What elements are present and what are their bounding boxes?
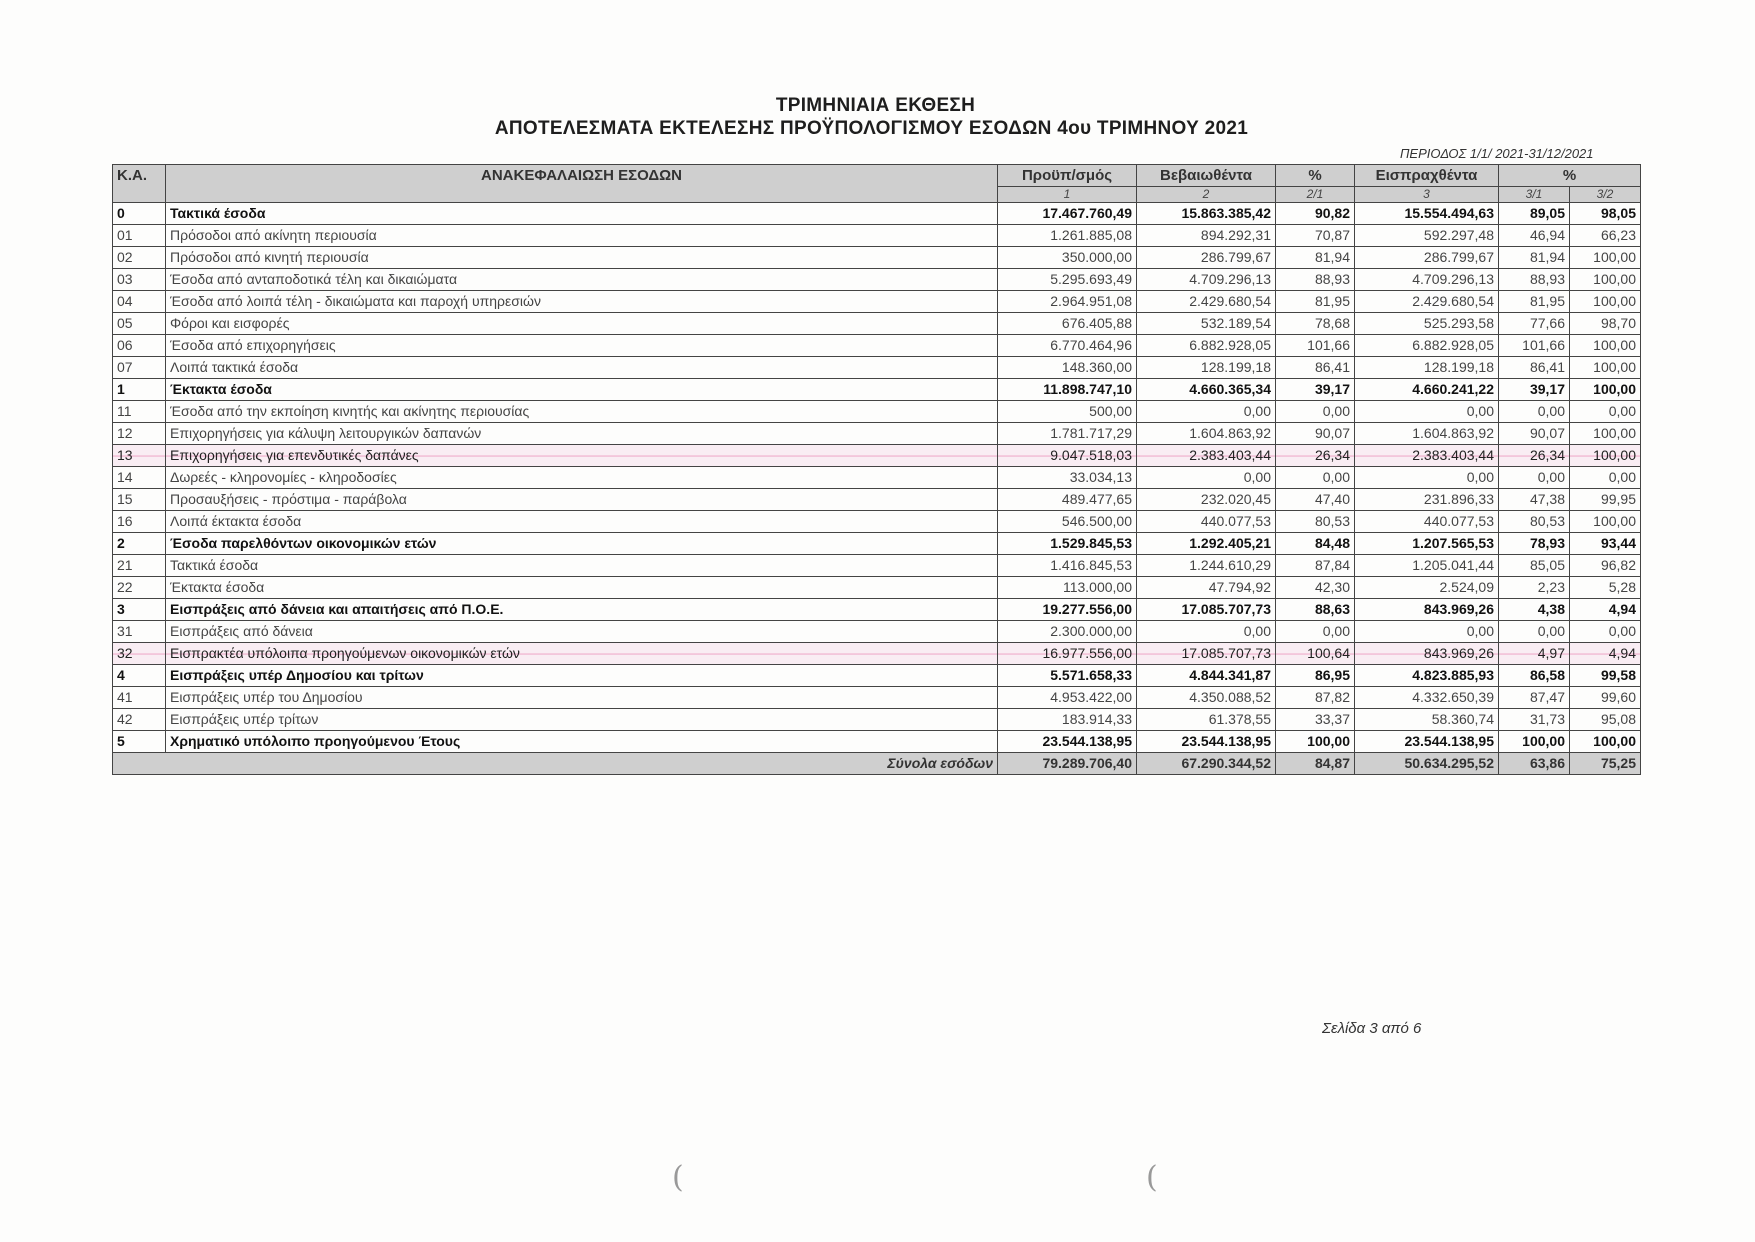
row-pct-3-2: 93,44: [1570, 533, 1641, 555]
row-pct-3-1: 87,47: [1499, 687, 1570, 709]
row-description: Πρόσοδοι από ακίνητη περιουσία: [166, 225, 998, 247]
table-row: [113, 533, 1641, 555]
row-collected: 440.077,53: [1355, 511, 1499, 533]
row-certified: 4.844.341,87: [1137, 665, 1276, 687]
row-pct-2-1: 0,00: [1276, 621, 1355, 643]
row-pct-2-1: 78,68: [1276, 313, 1355, 335]
table-row: [113, 599, 1641, 621]
row-pct-3-1: 101,66: [1499, 335, 1570, 357]
row-pct-3-2: 4,94: [1570, 643, 1641, 665]
total-pct-2-1: 84,87: [1276, 753, 1355, 775]
row-collected: 525.293,58: [1355, 313, 1499, 335]
row-budget: 6.770.464,96: [998, 335, 1137, 357]
row-description: Έκτακτα έσοδα: [166, 379, 998, 401]
row-budget: 5.571.658,33: [998, 665, 1137, 687]
row-pct-2-1: 70,87: [1276, 225, 1355, 247]
row-pct-3-1: 2,23: [1499, 577, 1570, 599]
table-row: [113, 445, 1641, 467]
row-pct-3-1: 47,38: [1499, 489, 1570, 511]
row-code: 14: [113, 467, 166, 489]
total-budget: 79.289.706,40: [998, 753, 1137, 775]
row-pct-2-1: 80,53: [1276, 511, 1355, 533]
row-pct-2-1: 86,95: [1276, 665, 1355, 687]
row-pct-3-1: 88,93: [1499, 269, 1570, 291]
row-certified: 532.189,54: [1137, 313, 1276, 335]
table-row: [113, 467, 1641, 489]
row-pct-3-2: 0,00: [1570, 401, 1641, 423]
table-row: [113, 687, 1641, 709]
row-pct-3-1: 31,73: [1499, 709, 1570, 731]
row-description: Επιχορηγήσεις για κάλυψη λειτουργικών δαπανών: [166, 423, 998, 445]
row-collected: 4.660.241,22: [1355, 379, 1499, 401]
row-budget: 5.295.693,49: [998, 269, 1137, 291]
row-collected: 2.524,09: [1355, 577, 1499, 599]
row-code: 1: [113, 379, 166, 401]
row-collected: 58.360,74: [1355, 709, 1499, 731]
row-collected: 4.709.296,13: [1355, 269, 1499, 291]
col-pct: %: [1499, 165, 1641, 187]
total-row: [113, 753, 1641, 775]
row-pct-2-1: 90,82: [1276, 203, 1355, 225]
row-certified: 4.709.296,13: [1137, 269, 1276, 291]
revenue-table: [112, 164, 1641, 775]
row-description: Προσαυξήσεις - πρόστιμα - παράβολα: [166, 489, 998, 511]
col-certified: Βεβαιωθέντα: [1137, 165, 1276, 187]
row-certified: 1.244.610,29: [1137, 555, 1276, 577]
sub-3-2: 3/2: [1570, 187, 1641, 203]
row-code: 0: [113, 203, 166, 225]
row-certified: 61.378,55: [1137, 709, 1276, 731]
row-collected: 23.544.138,95: [1355, 731, 1499, 753]
row-code: 06: [113, 335, 166, 357]
row-description: Τακτικά έσοδα: [166, 555, 998, 577]
row-budget: 4.953.422,00: [998, 687, 1137, 709]
total-label: Σύνολα εσόδων: [113, 753, 998, 775]
row-budget: 2.964.951,08: [998, 291, 1137, 313]
row-pct-3-2: 100,00: [1570, 357, 1641, 379]
row-budget: 23.544.138,95: [998, 731, 1137, 753]
row-description: Εισπράξεις από δάνεια και απαιτήσεις από Π.Ο.Ε.: [166, 599, 998, 621]
row-code: 07: [113, 357, 166, 379]
row-pct-3-1: 90,07: [1499, 423, 1570, 445]
row-description: Λοιπά έκτακτα έσοδα: [166, 511, 998, 533]
row-pct-2-1: 81,94: [1276, 247, 1355, 269]
row-description: Έκτακτα έσοδα: [166, 577, 998, 599]
row-certified: 232.020,45: [1137, 489, 1276, 511]
row-pct-3-1: 80,53: [1499, 511, 1570, 533]
row-description: Επιχορηγήσεις για επενδυτικές δαπάνες: [166, 445, 998, 467]
row-budget: 9.047.518,03: [998, 445, 1137, 467]
row-certified: 0,00: [1137, 467, 1276, 489]
row-pct-2-1: 26,34: [1276, 445, 1355, 467]
row-certified: 0,00: [1137, 401, 1276, 423]
row-code: 03: [113, 269, 166, 291]
row-pct-3-1: 100,00: [1499, 731, 1570, 753]
row-pct-3-1: 81,94: [1499, 247, 1570, 269]
row-certified: 2.429.680,54: [1137, 291, 1276, 313]
row-pct-3-1: 39,17: [1499, 379, 1570, 401]
sub-2: 2: [1137, 187, 1276, 203]
col-pct-2-1: %: [1276, 165, 1355, 187]
sub-3-1: 3/1: [1499, 187, 1570, 203]
row-description: Έσοδα από λοιπά τέλη - δικαιώματα και παροχή υπηρεσιών: [166, 291, 998, 313]
table-row: [113, 401, 1641, 423]
row-collected: 2.383.403,44: [1355, 445, 1499, 467]
row-certified: 2.383.403,44: [1137, 445, 1276, 467]
row-budget: 1.781.717,29: [998, 423, 1137, 445]
row-code: 42: [113, 709, 166, 731]
row-pct-2-1: 100,64: [1276, 643, 1355, 665]
row-budget: 1.261.885,08: [998, 225, 1137, 247]
total-pct-3-1: 63,86: [1499, 753, 1570, 775]
row-budget: 16.977.556,00: [998, 643, 1137, 665]
table-row: [113, 643, 1641, 665]
row-collected: 231.896,33: [1355, 489, 1499, 511]
row-pct-3-1: 77,66: [1499, 313, 1570, 335]
row-code: 13: [113, 445, 166, 467]
row-collected: 286.799,67: [1355, 247, 1499, 269]
row-pct-3-2: 100,00: [1570, 247, 1641, 269]
row-certified: 47.794,92: [1137, 577, 1276, 599]
row-collected: 0,00: [1355, 621, 1499, 643]
row-collected: 0,00: [1355, 467, 1499, 489]
row-pct-3-2: 95,08: [1570, 709, 1641, 731]
row-description: Έσοδα από ανταποδοτικά τέλη και δικαιώματα: [166, 269, 998, 291]
row-pct-3-2: 100,00: [1570, 423, 1641, 445]
row-certified: 1.292.405,21: [1137, 533, 1276, 555]
row-certified: 128.199,18: [1137, 357, 1276, 379]
row-code: 41: [113, 687, 166, 709]
row-description: Τακτικά έσοδα: [166, 203, 998, 225]
sub-1: 1: [998, 187, 1137, 203]
row-certified: 286.799,67: [1137, 247, 1276, 269]
row-description: Φόροι και εισφορές: [166, 313, 998, 335]
row-pct-2-1: 42,30: [1276, 577, 1355, 599]
row-code: 15: [113, 489, 166, 511]
row-pct-2-1: 90,07: [1276, 423, 1355, 445]
row-pct-3-2: 0,00: [1570, 621, 1641, 643]
row-pct-3-2: 100,00: [1570, 291, 1641, 313]
row-certified: 4.350.088,52: [1137, 687, 1276, 709]
period-label: ΠΕΡΙΟΔΟΣ 1/1/ 2021-31/12/2021: [1400, 146, 1594, 161]
row-collected: 4.332.650,39: [1355, 687, 1499, 709]
row-description: Χρηματικό υπόλοιπο προηγούμενου Έτους: [166, 731, 998, 753]
row-code: 22: [113, 577, 166, 599]
row-pct-3-2: 99,58: [1570, 665, 1641, 687]
row-description: Έσοδα παρελθόντων οικονομικών ετών: [166, 533, 998, 555]
row-pct-2-1: 88,93: [1276, 269, 1355, 291]
row-code: 01: [113, 225, 166, 247]
row-pct-3-1: 26,34: [1499, 445, 1570, 467]
row-code: 32: [113, 643, 166, 665]
col-collected: Εισπραχθέντα: [1355, 165, 1499, 187]
table-row: [113, 621, 1641, 643]
row-description: Έσοδα από επιχορηγήσεις: [166, 335, 998, 357]
row-pct-2-1: 33,37: [1276, 709, 1355, 731]
header-row: [113, 165, 1641, 187]
row-description: Δωρεές - κληρονομίες - κληροδοσίες: [166, 467, 998, 489]
row-budget: 350.000,00: [998, 247, 1137, 269]
row-pct-3-1: 4,97: [1499, 643, 1570, 665]
table-row: [113, 577, 1641, 599]
row-description: Λοιπά τακτικά έσοδα: [166, 357, 998, 379]
row-budget: 19.277.556,00: [998, 599, 1137, 621]
table-row: [113, 247, 1641, 269]
row-collected: 128.199,18: [1355, 357, 1499, 379]
table-row: [113, 511, 1641, 533]
row-budget: 148.360,00: [998, 357, 1137, 379]
table-row: [113, 291, 1641, 313]
total-collected: 50.634.295,52: [1355, 753, 1499, 775]
row-budget: 1.529.845,53: [998, 533, 1137, 555]
row-pct-3-1: 0,00: [1499, 467, 1570, 489]
row-pct-3-2: 100,00: [1570, 269, 1641, 291]
row-pct-3-1: 0,00: [1499, 621, 1570, 643]
row-collected: 592.297,48: [1355, 225, 1499, 247]
row-budget: 489.477,65: [998, 489, 1137, 511]
row-certified: 17.085.707,73: [1137, 599, 1276, 621]
table-row: [113, 665, 1641, 687]
row-pct-3-2: 98,70: [1570, 313, 1641, 335]
table-row: [113, 379, 1641, 401]
row-certified: 17.085.707,73: [1137, 643, 1276, 665]
row-description: Πρόσοδοι από κινητή περιουσία: [166, 247, 998, 269]
row-pct-2-1: 39,17: [1276, 379, 1355, 401]
row-code: 2: [113, 533, 166, 555]
report-title: ΤΡΙΜΗΝΙΑΙΑ ΕΚΘΕΣΗ: [775, 95, 976, 116]
row-pct-3-2: 98,05: [1570, 203, 1641, 225]
row-pct-3-1: 0,00: [1499, 401, 1570, 423]
row-budget: 2.300.000,00: [998, 621, 1137, 643]
table-row: [113, 423, 1641, 445]
table-row: [113, 555, 1641, 577]
row-certified: 23.544.138,95: [1137, 731, 1276, 753]
row-description: Εισπρακτέα υπόλοιπα προηγούμενων οικονομικών ετών: [166, 643, 998, 665]
row-code: 21: [113, 555, 166, 577]
sub-2-1: 2/1: [1276, 187, 1355, 203]
row-budget: 183.914,33: [998, 709, 1137, 731]
table-row: [113, 357, 1641, 379]
row-certified: 0,00: [1137, 621, 1276, 643]
col-ka: Κ.Α.: [113, 165, 166, 203]
row-description: Εισπράξεις υπέρ τρίτων: [166, 709, 998, 731]
row-collected: 1.205.041,44: [1355, 555, 1499, 577]
row-pct-3-2: 4,94: [1570, 599, 1641, 621]
table-row: [113, 709, 1641, 731]
row-pct-3-1: 86,41: [1499, 357, 1570, 379]
table-row: [113, 731, 1641, 753]
row-code: 11: [113, 401, 166, 423]
row-budget: 17.467.760,49: [998, 203, 1137, 225]
scan-mark: (: [672, 1160, 684, 1195]
row-code: 31: [113, 621, 166, 643]
row-budget: 33.034,13: [998, 467, 1137, 489]
row-pct-3-1: 46,94: [1499, 225, 1570, 247]
row-budget: 676.405,88: [998, 313, 1137, 335]
table-row: [113, 335, 1641, 357]
table-row: [113, 313, 1641, 335]
row-pct-2-1: 87,82: [1276, 687, 1355, 709]
row-budget: 546.500,00: [998, 511, 1137, 533]
total-certified: 67.290.344,52: [1137, 753, 1276, 775]
row-collected: 843.969,26: [1355, 643, 1499, 665]
row-code: 12: [113, 423, 166, 445]
row-certified: 6.882.928,05: [1137, 335, 1276, 357]
row-pct-2-1: 86,41: [1276, 357, 1355, 379]
row-certified: 894.292,31: [1137, 225, 1276, 247]
table-row: [113, 203, 1641, 225]
row-pct-3-1: 81,95: [1499, 291, 1570, 313]
row-pct-3-2: 100,00: [1570, 335, 1641, 357]
sub-3: 3: [1355, 187, 1499, 203]
row-description: Έσοδα από την εκποίηση κινητής και ακίνητης περιουσίας: [166, 401, 998, 423]
row-collected: 843.969,26: [1355, 599, 1499, 621]
row-pct-3-2: 0,00: [1570, 467, 1641, 489]
row-pct-2-1: 88,63: [1276, 599, 1355, 621]
row-certified: 4.660.365,34: [1137, 379, 1276, 401]
row-pct-3-2: 5,28: [1570, 577, 1641, 599]
total-pct-3-2: 75,25: [1570, 753, 1641, 775]
row-certified: 15.863.385,42: [1137, 203, 1276, 225]
row-collected: 6.882.928,05: [1355, 335, 1499, 357]
table-row: [113, 489, 1641, 511]
row-collected: 15.554.494,63: [1355, 203, 1499, 225]
row-pct-3-2: 100,00: [1570, 445, 1641, 467]
row-code: 04: [113, 291, 166, 313]
col-budget: Προϋπ/σμός: [998, 165, 1137, 187]
row-pct-2-1: 87,84: [1276, 555, 1355, 577]
row-code: 16: [113, 511, 166, 533]
row-pct-2-1: 84,48: [1276, 533, 1355, 555]
row-pct-3-2: 100,00: [1570, 379, 1641, 401]
row-pct-2-1: 101,66: [1276, 335, 1355, 357]
row-description: Εισπράξεις υπέρ του Δημοσίου: [166, 687, 998, 709]
row-pct-3-1: 85,05: [1499, 555, 1570, 577]
row-pct-3-2: 99,60: [1570, 687, 1641, 709]
row-pct-3-2: 100,00: [1570, 731, 1641, 753]
row-certified: 1.604.863,92: [1137, 423, 1276, 445]
row-collected: 4.823.885,93: [1355, 665, 1499, 687]
row-pct-2-1: 47,40: [1276, 489, 1355, 511]
row-pct-3-2: 66,23: [1570, 225, 1641, 247]
row-code: 05: [113, 313, 166, 335]
row-pct-3-1: 86,58: [1499, 665, 1570, 687]
row-pct-3-2: 99,95: [1570, 489, 1641, 511]
report-subtitle: ΑΠΟΤΕΛΕΣΜΑΤΑ ΕΚΤΕΛΕΣΗΣ ΠΡΟΫΠΟΛΟΓΙΣΜΟΥ ΕΣΟΔΩΝ 4ου ΤΡΙΜΗΝΟΥ 2021: [494, 118, 1249, 139]
page-number: Σελίδα 3 από 6: [1322, 1020, 1422, 1037]
row-code: 02: [113, 247, 166, 269]
row-pct-3-1: 89,05: [1499, 203, 1570, 225]
table-row: [113, 269, 1641, 291]
row-pct-2-1: 0,00: [1276, 401, 1355, 423]
table-row: [113, 225, 1641, 247]
row-certified: 440.077,53: [1137, 511, 1276, 533]
row-collected: 1.604.863,92: [1355, 423, 1499, 445]
row-pct-3-2: 96,82: [1570, 555, 1641, 577]
row-collected: 0,00: [1355, 401, 1499, 423]
scan-mark: (: [1146, 1160, 1158, 1195]
row-budget: 500,00: [998, 401, 1137, 423]
row-code: 3: [113, 599, 166, 621]
row-collected: 2.429.680,54: [1355, 291, 1499, 313]
row-pct-2-1: 100,00: [1276, 731, 1355, 753]
row-pct-2-1: 81,95: [1276, 291, 1355, 313]
row-collected: 1.207.565,53: [1355, 533, 1499, 555]
row-budget: 1.416.845,53: [998, 555, 1137, 577]
row-description: Εισπράξεις υπέρ Δημοσίου και τρίτων: [166, 665, 998, 687]
col-desc: ΑΝΑΚΕΦΑΛΑΙΩΣΗ ΕΣΟΔΩΝ: [166, 165, 998, 203]
row-budget: 11.898.747,10: [998, 379, 1137, 401]
row-budget: 113.000,00: [998, 577, 1137, 599]
row-pct-2-1: 0,00: [1276, 467, 1355, 489]
row-pct-3-1: 4,38: [1499, 599, 1570, 621]
row-code: 4: [113, 665, 166, 687]
row-pct-3-2: 100,00: [1570, 511, 1641, 533]
row-code: 5: [113, 731, 166, 753]
row-description: Εισπράξεις από δάνεια: [166, 621, 998, 643]
row-pct-3-1: 78,93: [1499, 533, 1570, 555]
